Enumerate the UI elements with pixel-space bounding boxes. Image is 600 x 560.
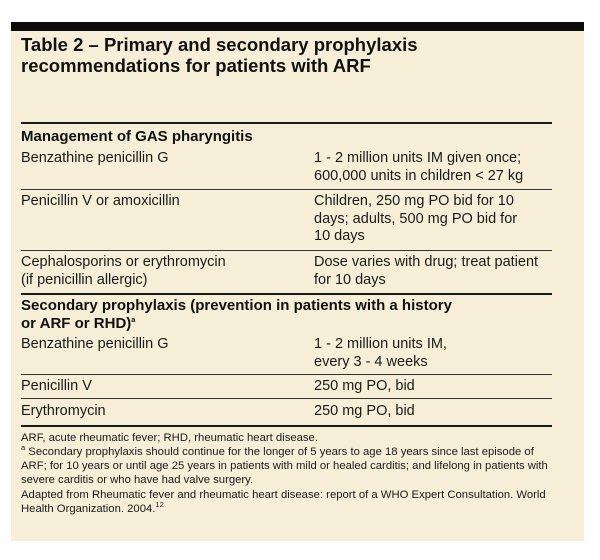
row-dose-penicillin-v-amoxicillin: Children, 250 mg PO bid for 10 days; adults, 500 mg PO bid for 10 days — [314, 193, 518, 245]
footnote-source-text: Adapted from Rheumatic fever and rheumatic heart disease: report of a WHO Expert Consultation. World Health Organization. 2004. — [21, 489, 546, 516]
footnote-abbreviations: ARF, acute rheumatic fever; RHD, rheumatic heart disease. — [21, 432, 318, 444]
footnote-a-text: Secondary prophylaxis should continue for the longer of 5 years to age 18 years since last episode of ARF; for 10 years or until age 25 years in patients with mild or healed carditis; and lifelong in patients with severe carditis or who have had valve surgery. — [21, 446, 548, 487]
table-title — [21, 34, 551, 76]
row-drug-erythromycin: Erythromycin — [21, 403, 106, 419]
row-dose-penicillin-v: 250 mg PO, bid — [314, 378, 415, 394]
section-heading-secondary-prophylaxis — [21, 297, 551, 333]
footnote-a-note-marker: a — [21, 443, 26, 453]
title-line-2: recommendations for patients with ARF — [21, 55, 371, 76]
rule-under-title — [21, 122, 552, 124]
section-heading-line-2-text: or ARF or RHD) — [21, 315, 132, 332]
footnote-a-marker: a — [131, 315, 136, 324]
row-divider — [21, 374, 552, 375]
footnote-a — [21, 445, 556, 488]
section-divider — [21, 293, 552, 295]
section-heading-line-2 — [21, 315, 551, 333]
row-drug-benzathine-2: Benzathine penicillin G — [21, 336, 169, 352]
row-drug-cephalosporins: Cephalosporins or erythromycin (if penicillin allergic) — [21, 254, 226, 288]
row-dose-benzathine-2: 1 - 2 million units IM, every 3 - 4 weeks — [314, 336, 447, 370]
row-dose-cephalosporins: Dose varies with drug; treat patient for 10 days — [314, 254, 539, 288]
row-dose-erythromycin: 250 mg PO, bid — [314, 403, 415, 419]
table-bottom-rule — [21, 425, 552, 427]
footnote-source-ref: 12 — [155, 500, 164, 510]
row-drug-penicillin-v: Penicillin V — [21, 378, 92, 394]
row-divider — [21, 250, 552, 251]
section-heading-gas-pharyngitis: Management of GAS pharyngitis — [21, 128, 253, 145]
footnote-source — [21, 488, 556, 516]
row-divider — [21, 398, 552, 399]
row-dose-benzathine-1: 1 - 2 million units IM given once; 600,000 units in children < 27 kg — [314, 150, 524, 184]
row-drug-benzathine-1: Benzathine penicillin G — [21, 150, 169, 166]
section-heading-line-1: Secondary prophylaxis (prevention in patients with a history — [21, 297, 452, 314]
title-line-1: Table 2 – Primary and secondary prophylaxis — [21, 34, 418, 55]
row-divider — [21, 189, 552, 190]
row-drug-penicillin-v-amoxicillin: Penicillin V or amoxicillin — [21, 193, 180, 209]
